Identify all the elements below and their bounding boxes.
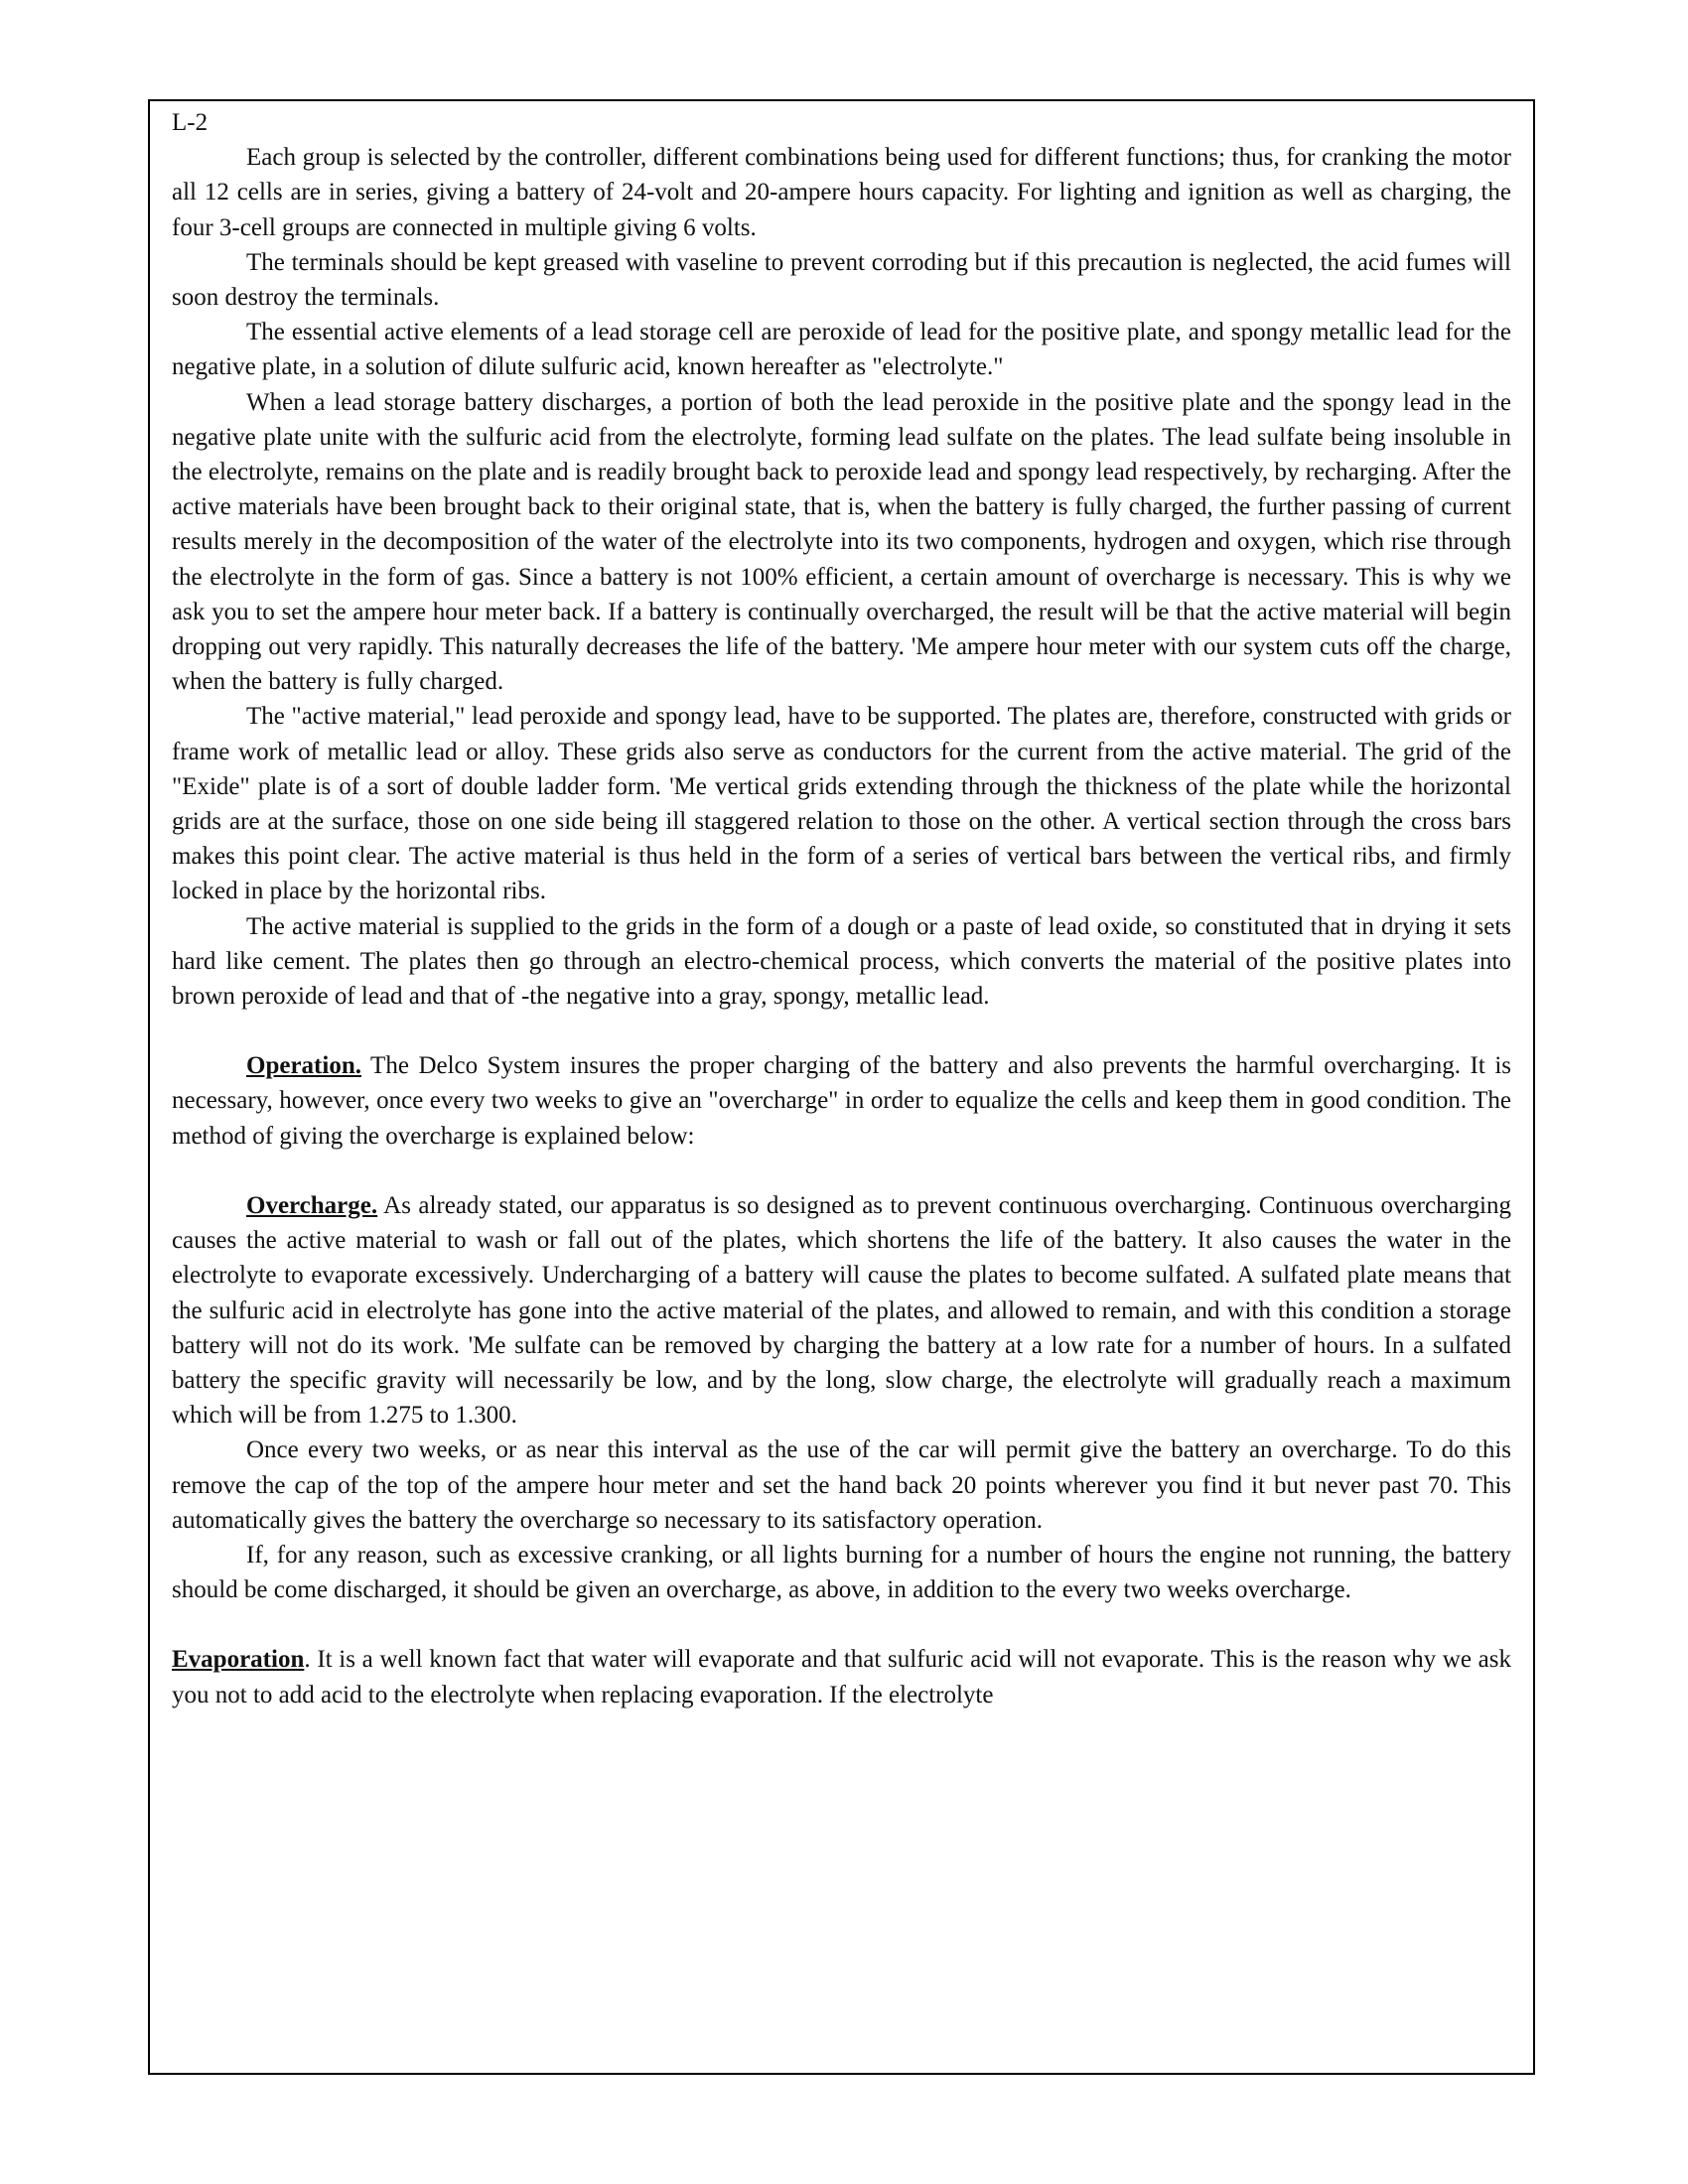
overcharge-text: As already stated, our apparatus is so designed as to prevent continuous overcharging. Continuous overcharging causes the active material to wash or fall out of the plates, which shortens the life of the battery. It also causes the water in the electrolyte to evaporate excessively. Undercharging of a battery will cause the plates to become sulfated. A sulfated plate means that the sulfuric acid in electrolyte has gone into the active material of the plates, and allowed to remain, and with this condition a storage battery will not do its work. 'Me sulfate can be removed by charging the battery at a low rate for a number of hours. In a sulfated battery the specific gravity will necessarily be low, and by the long, slow charge, the electrolyte will gradually reach a maximum which will be from 1.275 to 1.300. bbox=[172, 1191, 1511, 1430]
heading-evaporation: Evaporation bbox=[172, 1646, 305, 1674]
heading-operation: Operation. bbox=[246, 1052, 361, 1080]
paragraph-paste: The active material is supplied to the grids in the form of a dough or a paste of lead oxide, so constituted that in drying it sets hard like cement. The plates then go through an electro-chemical process, which converts the material of the positive plates into brown peroxide of lead and that of -the negative into a gray, spongy, metallic lead. bbox=[172, 912, 1511, 1011]
operation-text: The Delco System insures the proper charging of the battery and also prevents the harmful overcharging. It is necessary, however, once every two weeks to give an "overcharge" in order to equalize the cells and keep them in good condition. The method of giving the overcharge is explained below: bbox=[172, 1052, 1511, 1150]
paragraph-discharged-battery: If, for any reason, such as excessive cranking, or all lights burning for a number of hours the engine not running, the battery should be come discharged, it should be given an overcharge, as above, in addition to the every two weeks overcharge. bbox=[172, 1541, 1511, 1604]
paragraph-overcharge bbox=[172, 1188, 1511, 1433]
paragraph-active-elements: The essential active elements of a lead storage cell are peroxide of lead for the positive plate, and spongy metallic lead for the negative plate, in a solution of dilute sulfuric acid, known hereafter as "electrolyte." bbox=[172, 319, 1511, 381]
paragraph-terminals: The terminals should be kept greased with vaseline to prevent corroding but if this precaution is neglected, the acid fumes will soon destroy the terminals. bbox=[172, 248, 1511, 312]
page-number: L-2 bbox=[172, 109, 209, 136]
heading-overcharge: Overcharge. bbox=[246, 1191, 378, 1219]
paragraph-battery-groups: Each group is selected by the controller, different combinations being used for different functions; thus, for cranking the motor all 12 cells are in series, giving a battery of 24-volt and 20-ampere hours capacity. For lighting and ignition as well as charging, the four 3-cell groups are connected in multiple giving 6 volts. bbox=[172, 144, 1511, 241]
paragraph-active-material-support: The "active material," lead peroxide and spongy lead, have to be supported. The plates are, therefore, constructed with grids or frame work of metallic lead or alloy. These grids also serve as conductors for the current from the active material. The grid of the "Exide" plate is of a sort of double ladder form. 'Me vertical grids extending through the thickness of the plate while the horizontal grids are at the surface, those on one side being ill staggered relation to those on the other. A vertical section through the cross bars makes this point clear. The active material is thus held in the form of a series of vertical bars between the vertical ribs, and firmly locked in place by the horizontal ribs. bbox=[172, 703, 1511, 905]
paragraph-biweekly-overcharge: Once every two weeks, or as near this interval as the use of the car will permit give the battery an overcharge. To do this remove the cap of the top of the ampere hour meter and set the hand back 20 points wherever you find it but never past 70. This automatically gives the battery the overcharge so necessary to its satisfactory operation. bbox=[172, 1436, 1511, 1534]
evaporation-text: . It is a well known fact that water will evaporate and that sulfuric acid will not evaporate. This is the reason why we ask you not to add acid to the electrolyte when replacing evaporation. If the electrolyte bbox=[172, 1646, 1511, 1708]
paragraph-operation bbox=[172, 1048, 1511, 1154]
paragraph-evaporation bbox=[172, 1642, 1511, 1711]
document-body bbox=[172, 105, 1511, 1712]
paragraph-discharge: When a lead storage battery discharges, a portion of both the lead peroxide in the positive plate and the spongy lead in the negative plate unite with the sulfuric acid from the electrolyte, forming lead sulfate on the plates. The lead sulfate being insoluble in the electrolyte, remains on the plate and is readily brought back to peroxide lead and spongy lead respectively, by recharging. After the active materials have been brought back to their original state, that is, when the battery is fully charged, the further passing of current results merely in the decomposition of the water of the electrolyte into its two components, hydrogen and oxygen, which rise through the electrolyte in the form of gas. Since a battery is not 100% efficient, a certain amount of overcharge is necessary. This is why we ask you to set the ampere hour meter back. If a battery is continually overcharged, the result will be that the active material will begin dropping out very rapidly. This naturally decreases the life of the battery. 'Me ampere hour meter with our system cuts off the charge, when the battery is fully charged. bbox=[172, 388, 1511, 696]
